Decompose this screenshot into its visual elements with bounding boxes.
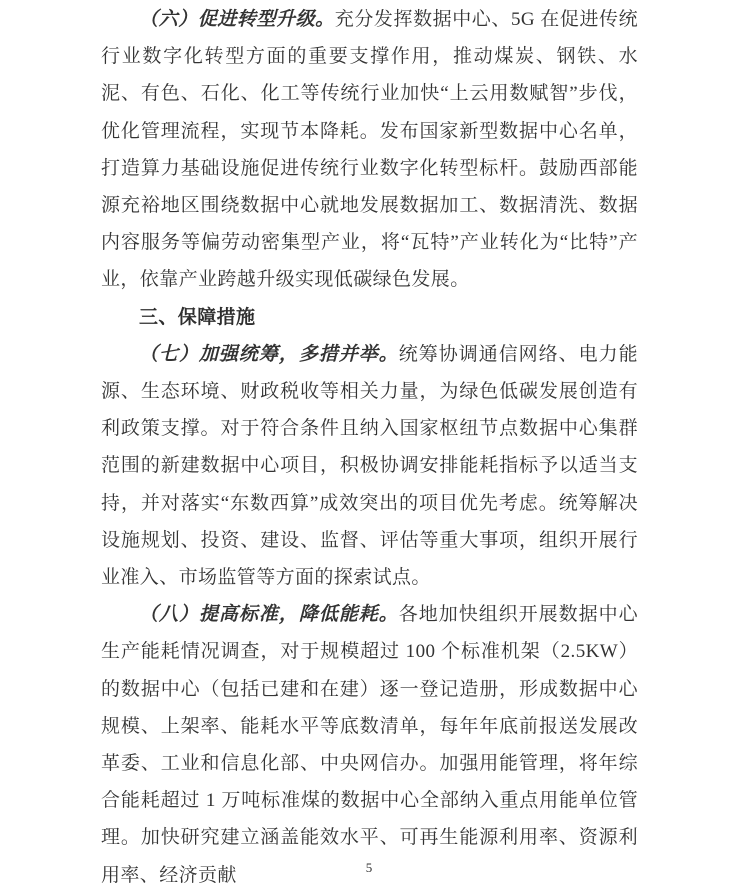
paragraph-8-lead: （八）提高标准，降低能耗。 <box>139 604 399 626</box>
paragraph-8 <box>101 596 638 886</box>
page-number: 5 <box>365 860 373 875</box>
paragraph-8-text: 各地加快组织开展数据中心生产能耗情况调查，对于规模超过 100 个标准机架（2.5KW）的数据中心（包括已建和在建）逐一登记造册，形成数据中心规模、上架率、能耗水平等底数清单，每年年底前报送发展改革委、工业和信息化部、中央网信办。加强用能管理，将年综合能耗超过 1 万吨标准煤的数据中心全部纳入重点用能单位管理。加快研究建立涵盖能效水平、可再生能源利用率、资源利用率、经济贡献 <box>101 604 638 886</box>
paragraph-6-lead: （六）促进转型升级。 <box>139 9 335 30</box>
paragraph-6 <box>101 1 638 299</box>
paragraph-6-text: 充分发挥数据中心、5G 在促进传统行业数字化转型方面的重要支撑作用，推动煤炭、钢铁、水泥、有色、石化、化工等传统行业加快“上云用数赋智”步伐，优化管理流程，实现节本降耗。发布国家新型数据中心名单，打造算力基础设施促进传统行业数字化转型标杆。鼓励西部能源充裕地区围绕数据中心就地发展数据加工、数据清洗、数据内容服务等偏劳动密集型产业，将“瓦特”产业转化为“比特”产业，依靠产业跨越升级实现低碳绿色发展。 <box>101 9 638 291</box>
section-heading: 三、保障措施 <box>139 306 256 328</box>
document-body <box>101 1 638 886</box>
paragraph-7-lead: （七）加强统筹，多措并举。 <box>139 343 399 365</box>
paragraph-7 <box>101 336 638 596</box>
paragraph-7-text: 统筹协调通信网络、电力能源、生态环境、财政税收等相关力量，为绿色低碳发展创造有利政策支撑。对于符合条件且纳入国家枢纽节点数据中心集群范围的新建数据中心项目，积极协调安排能耗指标予以适当支持，并对落实“东数西算”成效突出的项目优先考虑。统筹解决设施规划、投资、建设、监督、评估等重大事项，组织开展行业准入、市场监管等方面的探索试点。 <box>101 343 638 589</box>
